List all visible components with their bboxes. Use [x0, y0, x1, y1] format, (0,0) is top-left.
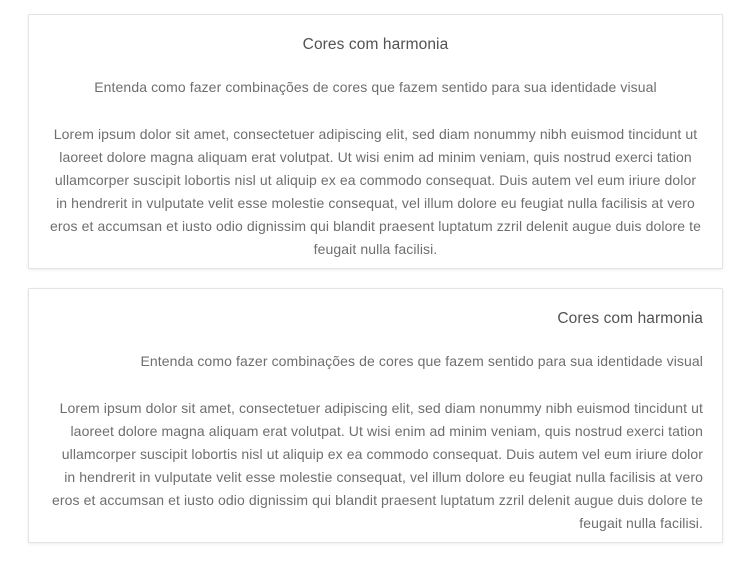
card-subtitle: Entenda como fazer combinações de cores que fazem sentido para sua identidade visual [94, 79, 657, 95]
card-subtitle: Entenda como fazer combinações de cores que fazem sentido para sua identidade visual [140, 353, 703, 369]
card-center-aligned [28, 14, 723, 269]
card-title: Cores com harmonia [557, 310, 703, 327]
card-title: Cores com harmonia [302, 36, 449, 53]
card-right-aligned [28, 288, 723, 543]
card-body-text: Lorem ipsum dolor sit amet, consectetuer adipiscing elit, sed diam nonummy nibh euismod tincidunt ut laoreet dolore magna aliquam erat volutpat. Ut wisi enim ad minim veniam, quis nostrud exerci tation ullamcorper suscipit lobortis nisl ut aliquip ex ea commodo consequat. Duis autem vel eum iriure dolor in hendrerit in vulputate velit esse molestie consequat, vel illum dolore eu feugiat nulla facilisis at vero eros et accumsan et iusto odio dignissim qui blandit praesent luptatum zzril delenit augue duis dolore te feugait nulla facilisi. [50, 126, 701, 257]
card-body-text: Lorem ipsum dolor sit amet, consectetuer adipiscing elit, sed diam nonummy nibh euismod tincidunt ut laoreet dolore magna aliquam erat volutpat. Ut wisi enim ad minim veniam, quis nostrud exerci tation ullamcorper suscipit lobortis nisl ut aliquip ex ea commodo consequat. Duis autem vel eum iriure dolor in hendrerit in vulputate velit esse molestie consequat, vel illum dolore eu feugiat nulla facilisis at vero eros et accumsan et iusto odio dignissim qui blandit praesent luptatum zzril delenit augue duis dolore te feugait nulla facilisi. [52, 400, 703, 531]
